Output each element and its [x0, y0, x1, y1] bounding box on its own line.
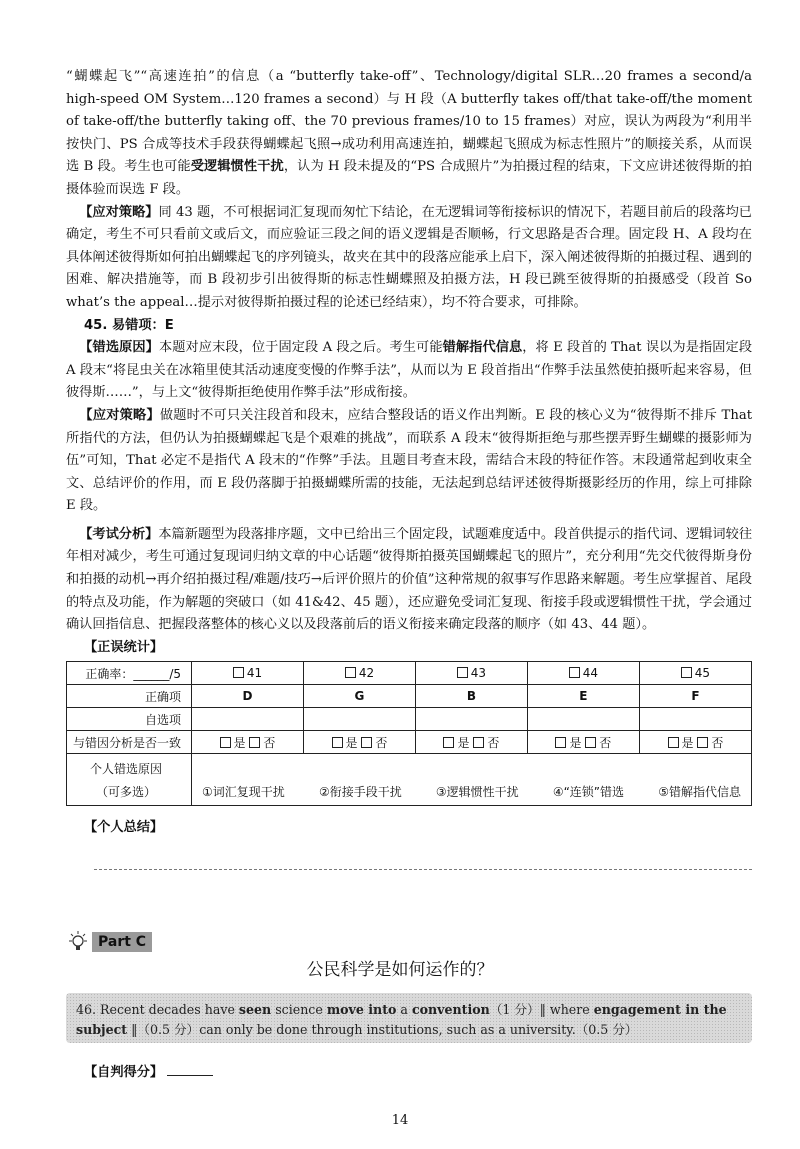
page-number: 14	[391, 1113, 409, 1128]
text: “蝴蝶起飞”“高速连拍”的信息（a “butterfly take-off”、Technology/digital SLR…20 frames a second/a high-speed OM System…120 frames a second）与 H 段（A butterfly takes off/that take-off/the moment of take-off/the butterfly taking off、the 70 previous frames/10 to 15 frames）对应，误认为两段为“利用半按快门、PS 合成等技术手段获得蝴蝶起飞照→成功利用高速连拍，蝴蝶起飞照成为标志性照片”的顺接关系，从而误选 B 段。考生也可能	[66, 69, 752, 175]
checkbox[interactable]	[457, 667, 468, 678]
checkbox-no[interactable]	[697, 737, 708, 748]
reason-option[interactable]: ④“连锁”错选	[552, 785, 625, 800]
self-answer-cell[interactable]	[303, 708, 415, 731]
question-cell[interactable]: 44	[527, 662, 639, 685]
summary-line[interactable]	[94, 841, 752, 870]
match-cell[interactable]: 是 否	[527, 731, 639, 754]
checkbox[interactable]	[345, 667, 356, 678]
reason-option[interactable]: ⑤错解指代信息	[658, 785, 741, 800]
paragraph-exam-analysis	[66, 524, 752, 637]
summary-title: 【个人总结】	[84, 820, 164, 836]
self-answer-cell[interactable]	[192, 708, 304, 731]
match-cell[interactable]: 是 否	[303, 731, 415, 754]
accuracy-cell[interactable]: 正确率：______/5	[67, 662, 192, 685]
paragraph-1	[66, 66, 752, 202]
reason-option[interactable]: ①词汇复现干扰	[202, 785, 285, 800]
self-score: 【自判得分】	[84, 1061, 213, 1080]
reason-option[interactable]: ②衔接手段干扰	[318, 785, 402, 800]
correct-answer: D	[192, 685, 304, 708]
match-cell[interactable]: 是 否	[639, 731, 751, 754]
checkbox-yes[interactable]	[668, 737, 679, 748]
checkbox[interactable]	[681, 667, 692, 678]
bold-text: 受逻辑惯性干扰	[190, 159, 284, 175]
answer-box	[66, 993, 752, 1043]
checkbox-yes[interactable]	[555, 737, 566, 748]
part-label: Part C	[92, 932, 152, 952]
text: ，认为 H 段未提及的“PS 合成照片”为拍摄过程的结束，下文应讲述彼得斯的拍摄体验而误选 F 段。	[66, 159, 753, 197]
match-row-label: 与错因分析是否一致	[67, 731, 192, 754]
text: 做题时不可只关注段首和段末，应结合整段话的语义作出判断。E 段的核心义为“彼得斯不排斥 That 所指代的方法，但仍认为拍摄蝴蝶起飞是个艰难的挑战”，而联系 A 段末“彼得斯拒绝与那些摆弄野生蝴蝶的摄影师为伍”可知，That 必定不是指代 A 段末的“作弊”手法。且题目考查末段，需结合末段的特征作答。末段通常起到收束全文、总结评价的作用，而 E 段仍落脚于拍摄蝴蝶所需的技能，无法起到总结评述彼得斯摄影经历的作用，综上可排除 E 段。	[66, 407, 753, 514]
answer-text: 46. Recent decades have seen science move into a convention（1 分）‖ where engagement in the subject ‖（0.5 分）can only be done through institutions, such as a university.（0.5 分）	[76, 1002, 727, 1037]
paragraph-strategy-45	[66, 405, 752, 518]
section-heading: 公民科学是如何运作的？	[306, 960, 494, 980]
checkbox-no[interactable]	[361, 737, 372, 748]
page-body	[66, 66, 752, 870]
section-label: 【应对策略】	[79, 407, 160, 423]
reason-option[interactable]: ③逻辑惯性干扰	[435, 785, 519, 800]
correct-row-label: 正确项	[67, 685, 192, 708]
question-cell[interactable]: 41	[192, 662, 304, 685]
text: 本篇新题型为段落排序题，文中已给出三个固定段，试题难度适中。段首供提示的指代词、逻辑词较往年相对减少，考生可通过复现词归纳文章的中心话题“彼得斯拍摄英国蝴蝶起飞的照片”，充分利用“先交代彼得斯身份和拍摄的动机→再介绍拍摄过程/难题/技巧→后评价照片的价值”这种常规的叙事写作思路来解题。考生应掌握首、尾段的特点及功能，作为解题的突破口（如 41&42、45 题），还应避免受词汇复现、衔接手段或逻辑惯性干扰，学会通过确认回指信息、把握段落整体的核心义以及段落前后的语义衔接来确定段落的顺序（如 43、44 题）。	[66, 526, 753, 633]
bold-text: 错解指代信息	[442, 340, 523, 356]
section-label: 【考试分析】	[79, 526, 159, 542]
question-cell[interactable]: 43	[415, 662, 527, 685]
paragraph-error-reason-45	[66, 337, 752, 405]
checkbox-yes[interactable]	[332, 737, 343, 748]
stats-table	[66, 661, 752, 806]
correct-answer: F	[639, 685, 751, 708]
correct-answer: B	[415, 685, 527, 708]
section-label: 【错选原因】	[79, 340, 159, 356]
text: 同 43 题，不可根据词汇复现而匆忙下结论，在无逻辑词等衔接标识的情况下，若题目前后的段落均已确定，考生不可只看前文或后文，而应验证三段之间的语义逻辑是否顺畅，行文思路是否合理。固定段 H、A 段均在具体阐述彼得斯如何拍出蝴蝶起飞的序列镜头，故夹在其中的段落应能承上启下，深入阐述彼得斯的拍摄过程、遇到的困难、解决措施等，而 B 段初步引出彼得斯的标志性蝴蝶照及拍摄方法，H 段已跳至彼得斯的拍摄感受（段首 So what’s the appeal…提示对彼得斯拍摄过程的论述已经结束），均不符合要求，可排除。	[66, 204, 752, 310]
section-label: 【应对策略】	[79, 204, 159, 220]
match-cell[interactable]: 是 否	[192, 731, 304, 754]
text: ，将 E 段首的 That 误以为是指固定段 A 段末“将昆虫关在冰箱里使其活动速度变慢的作弊手法”，从而以为 E 段首指出“作弊手法虽然使拍摄听起来容易，但彼得斯……”，与上文“彼得斯拒绝使用作弊手法”形成衔接。	[66, 340, 753, 401]
correct-answer: E	[527, 685, 639, 708]
reason-row-label: 个人错选原因 （可多选）	[67, 754, 192, 806]
correct-answer: G	[303, 685, 415, 708]
question-45-title: 45. 易错项：E	[84, 317, 174, 333]
checkbox[interactable]	[233, 667, 244, 678]
question-cell[interactable]: 42	[303, 662, 415, 685]
checkbox-no[interactable]	[249, 737, 260, 748]
text: 本题对应末段，位于固定段 A 段之后。考生可能	[158, 340, 443, 356]
checkbox-yes[interactable]	[443, 737, 454, 748]
lightbulb-icon	[66, 929, 90, 955]
score-blank[interactable]	[167, 1063, 213, 1076]
paragraph-strategy-44	[66, 202, 752, 315]
checkbox[interactable]	[569, 667, 580, 678]
stats-title: 【正误统计】	[84, 639, 164, 655]
checkbox-no[interactable]	[585, 737, 596, 748]
self-answer-cell[interactable]	[527, 708, 639, 731]
part-c-header	[66, 929, 152, 955]
reason-options	[192, 754, 752, 806]
self-row-label: 自选项	[67, 708, 192, 731]
question-cell[interactable]: 45	[639, 662, 751, 685]
checkbox-no[interactable]	[473, 737, 484, 748]
checkbox-yes[interactable]	[220, 737, 231, 748]
self-answer-cell[interactable]	[639, 708, 751, 731]
match-cell[interactable]: 是 否	[415, 731, 527, 754]
self-answer-cell[interactable]	[415, 708, 527, 731]
